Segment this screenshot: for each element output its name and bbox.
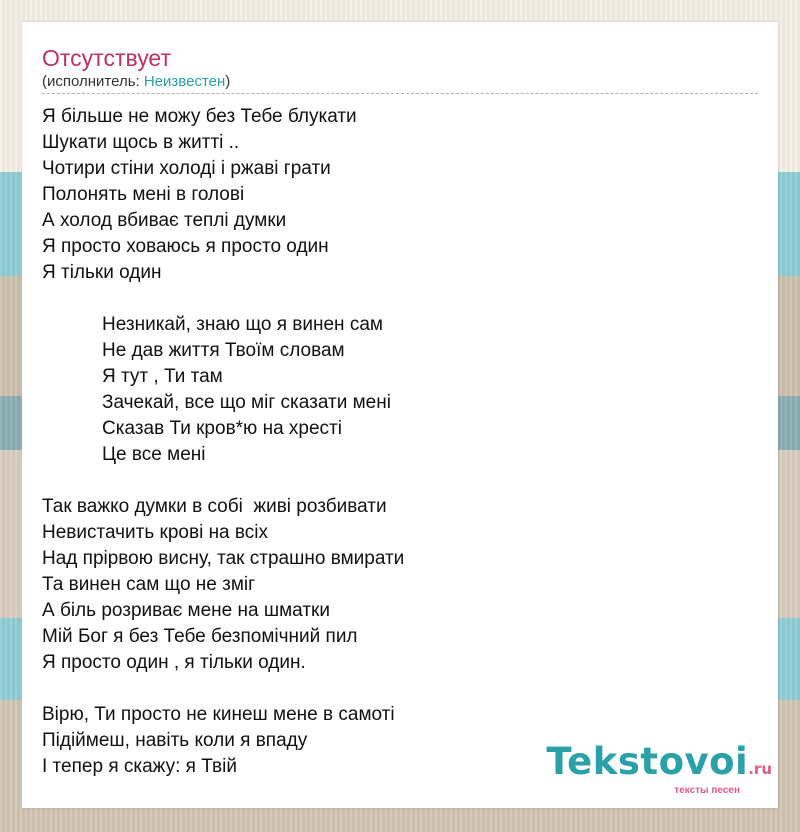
- artist-link[interactable]: Неизвестен: [143, 73, 226, 90]
- lyric-line: І тепер я скажу: я Твій: [42, 756, 237, 777]
- lyric-line: Незникай, знаю що я винен сам: [102, 314, 383, 335]
- lyric-line: Я просто ховаюсь я просто один: [42, 236, 329, 257]
- lyric-line: Чотири стіни холоді і ржаві грати: [42, 158, 331, 179]
- lyric-line: Не дав життя Твоїм словам: [102, 340, 345, 361]
- lyric-line: Я тільки один: [42, 262, 162, 283]
- lyric-line: Це все мені: [102, 444, 206, 465]
- title-divider: [42, 93, 758, 94]
- lyric-line: Я тут , Ти там: [102, 366, 223, 387]
- lyric-line: Невистачить крові на всіх: [42, 522, 269, 543]
- lyric-line: Та винен сам що не зміг: [42, 574, 256, 595]
- artist-prefix: (исполнитель:: [42, 73, 144, 90]
- lyric-line: Над прірвою висну, так страшно вмирати: [42, 548, 405, 569]
- lyric-line: Шукати щось в житті ..: [42, 132, 240, 153]
- lyric-line: А холод вбиває теплі думки: [42, 210, 287, 231]
- artist-line: [42, 72, 230, 92]
- lyric-line: Вірю, Ти просто не кинеш мене в самоті: [42, 704, 395, 725]
- lyric-line: Підіймеш, навіть коли я впаду: [42, 730, 308, 751]
- site-logo[interactable]: [546, 742, 772, 796]
- lyric-blank-line: [42, 676, 404, 702]
- lyric-blank-line: [42, 468, 404, 494]
- lyric-blank-line: [42, 286, 404, 312]
- lyric-line: А біль розриває мене на шматки: [42, 600, 330, 621]
- lyrics-card: [22, 22, 778, 808]
- lyrics-text: [42, 104, 404, 780]
- lyric-line: Зачекай, все що міг сказати мені: [102, 392, 391, 413]
- lyric-line: Так важко думки в собі живі розбивати: [42, 496, 387, 517]
- lyric-line: Полонять мені в голові: [42, 184, 245, 205]
- logo-wordmark: [546, 742, 772, 789]
- logo-tld: .ru: [748, 760, 772, 778]
- lyric-line: Сказав Ти кров*ю на хресті: [102, 418, 342, 439]
- artist-suffix: ): [225, 73, 231, 90]
- lyric-line: Я більше не можу без Тебе блукати: [42, 106, 357, 127]
- logo-tagline: тексты песен: [674, 785, 740, 796]
- logo-name: Tekstovoi: [546, 740, 749, 783]
- lyric-line: Я просто один , я тільки один.: [42, 652, 306, 673]
- lyric-line: Мій Бог я без Тебе безпомічний пил: [42, 626, 358, 647]
- song-title: Отсутствует: [42, 45, 171, 71]
